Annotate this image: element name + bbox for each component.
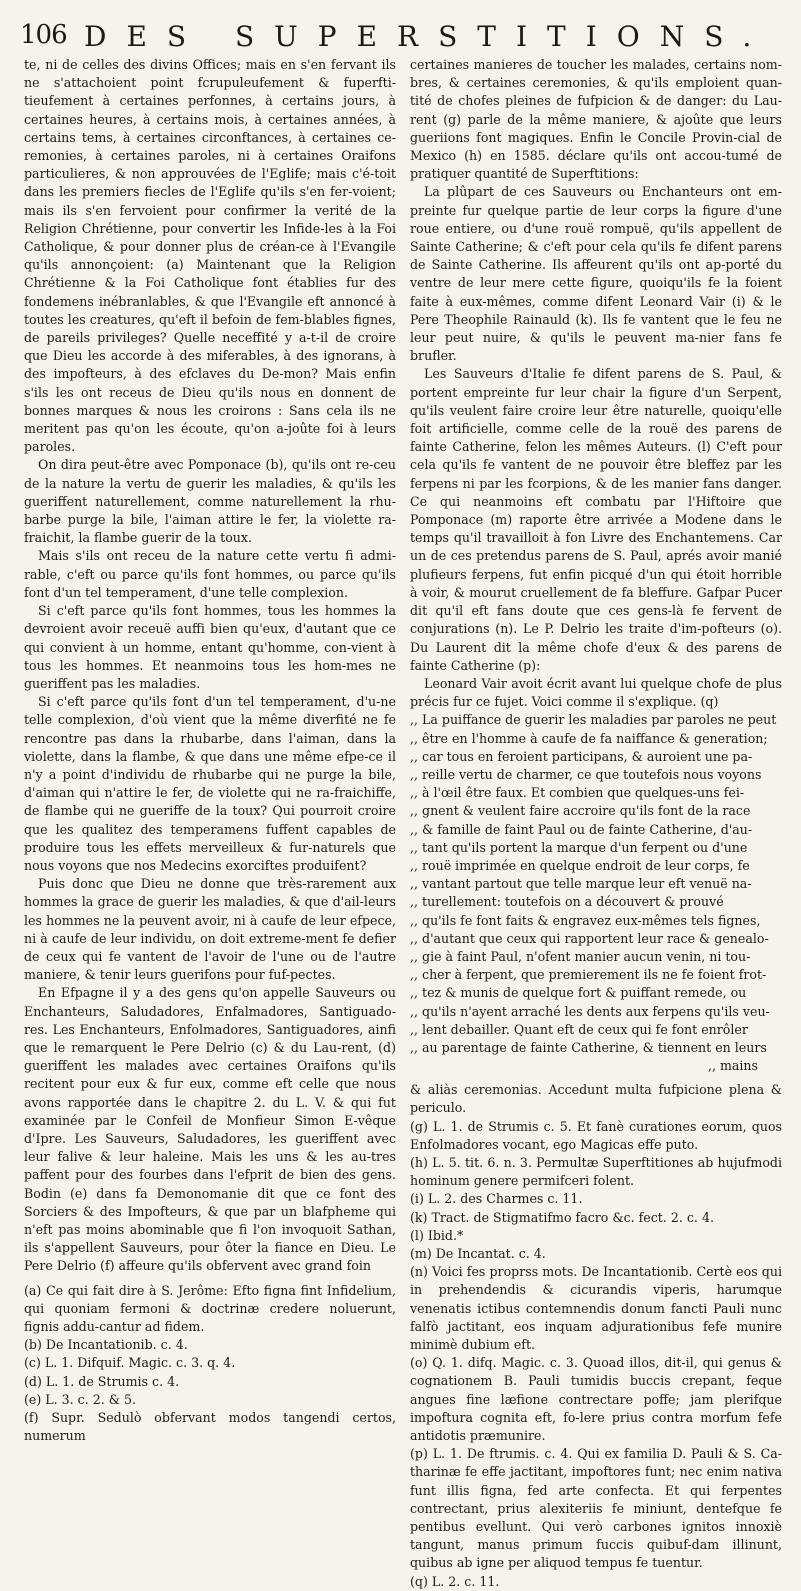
- footnote: (k) Tract. de Stigmatifmo facro &c. fect. 2. c. 4.: [410, 1209, 714, 1225]
- quote-line: ,, lent debailler. Quant eft de ceux qui fe font enrôler: [410, 1021, 748, 1037]
- quote-line: ,, La puiffance de guerir les maladies par paroles ne peut: [410, 712, 777, 728]
- quotation-block: [410, 711, 782, 1057]
- quote-line: ,, vantant partout que telle marque leur eft venuë na-: [410, 876, 752, 892]
- right-column: [410, 56, 782, 1591]
- quote-line: ,, turellement: toutefois on a découvert & prouvé: [410, 894, 724, 910]
- paragraph: La plûpart de ces Sauveurs ou Enchanteurs ont em-preinte fur quelque partie de leur corps la figure d'une roue entiere, ou d'une rouë rompuë, qu'ils appellent de Sainte Catherine; & c'eft pour cela qu'ils fe difent parens de Sainte Catherine. Ils affeurent qu'ils ont ap-porté du ventre de leur mere cette figure, quoiqu'ils fe la foient faite à eux-mêmes, comme difent Leonard Vair (i) & le Pere Theophile Rainauld (k). Ils fe vantent que le feu ne leur peut nuire, & qu'ils le peuvent ma-nier fans fe brufler.: [410, 184, 782, 364]
- footnote: (o) Q. 1. difq. Magic. c. 3. Quoad illos, dit-il, qui genus & cognationem B. Pauli tumidis buccis crepant, feque angues fine læfione contrectare poffe; jam plerifque impoftura cognita eft, fo-lere prius contra morfum fefe antidotis præmunire.: [410, 1355, 782, 1444]
- paragraph: Mais s'ils ont receu de la nature cette vertu fi admi-rable, c'eft ou parce qu'ils font hommes, ou parce qu'ils font d'un tel temperament, d'une telle complexion.: [24, 548, 396, 600]
- paragraph: Si c'eft parce qu'ils font d'un tel temperament, d'u-ne telle complexion, d'où vient que la même diverfité ne fe rencontre pas dans la rhubarbe, dans l'aiman, dans la violette, dans la flambe, & que dans une même efpe-ce il n'y a point d'individu de rhubarbe qui ne purge la bile, d'aiman qui n'attire le fer, de violette qui ne ra-fraichiffe, de flambe qui ne gueriffe de la toux? Qui pourroit croire que les qualitez des temperamens fuffent capables de produire tous les effets merveilleux & fur-naturels que nous voyons que nos Medecins exorciftes produifent?: [24, 694, 396, 873]
- footnotes-left: [24, 1282, 396, 1446]
- paragraph: On dira peut-être avec Pomponace (b), qu'ils ont re-ceu de la nature la vertu de guerir les maladies, & qu'ils les gueriffent naturellement, comme naturellement la rhu-barbe purge la bile, l'aiman attire le fer, la violette ra-fraichit, la flambe guerir de la toux.: [24, 457, 396, 546]
- quote-line: ,, gie à faint Paul, n'ofent manier aucun venin, ni tou-: [410, 948, 751, 964]
- footnote: (l) Ibid.*: [410, 1227, 464, 1243]
- paragraph: Puis donc que Dieu ne donne que très-rarement aux hommes la grace de guerir les maladies, & que d'ail-leurs les hommes ne la peuvent avoir, ni à caufe de leur efpece, ni à caufe de leur individu, on doit extreme-ment fe defier de ceux qui fe vantent de l'avoir de l'une ou de l'autre maniere, & tenir leurs guerifons pour fuf-pectes.: [24, 876, 396, 983]
- paragraph: En Efpagne il y a des gens qu'on appelle Sauveurs ou Enchanteurs, Saludadores, Enfalmadores, Santiguado-res. Les Enchanteurs, Enfolmadores, Santiguadores, ainfi que le remarquent le Pere Delrio (c) & du Lau-rent, (d) gueriffent les malades avec certaines Oraifons qu'ils recitent pour eux & fur eux, comme eft celle que nous avons rapportée dans le chapitre 2. du L. V. & qui fut examinée par le Confeil de Monfieur Simon E-vêque d'Ipre. Les Sauveurs, Saludadores, les gueriffent avec leur falive & leur haleine. Mais les uns & les au-tres paffent pour des fourbes dans l'efprit de bien des gens. Bodin (e) dans fa Demonomanie dit que ce font des Sorciers & des Impofteurs, & que par un blafpheme qui n'eft pas moins abominable que fi l'on invoquoit Sathan, ils s'appellent Sauveurs, pour ôter la fiance en Dieu. Le Pere Delrio (f) affeure qu'ils obfervent avec grand foin: [24, 985, 396, 1274]
- footnote: (p) L. 1. De ftrumis. c. 4. Qui ex familia D. Pauli & S. Ca-tharinæ fe effe jactitant, impoftores funt; nec enim nativa funt illis figna, fed arte confecta. Et qui ferpentes contrectant, prius alexiteriis fe miniunt, dentefque fe pentibus evellunt. Qui verò carbones ignitos innoxiè tangunt, manus primum fuccis quibuf-dam illinunt, quibus ab igne per aliquod tempus fe tuentur.: [410, 1446, 782, 1571]
- quote-line: ,, tez & munis de quelque fort & puiffant remede, ou: [410, 985, 747, 1001]
- footnote: (i) L. 2. des Charmes c. 11.: [410, 1191, 583, 1207]
- quote-line: ,, cher à ferpent, que premierement ils ne fe foient frot-: [410, 967, 767, 983]
- running-title: DES SUPERSTITIONS.: [84, 20, 772, 53]
- footnote: (q) L. 2. c. 11.: [410, 1573, 500, 1589]
- quote-line: ,, car tous en feroient participans, & auroient une pa-: [410, 748, 753, 764]
- quote-line: ,, d'autant que ceux qui rapportent leur race & genealo-: [410, 930, 769, 946]
- quote-line: ,, tant qu'ils portent la marque d'un ferpent ou d'une: [410, 839, 748, 855]
- quote-line: ,, reille vertu de charmer, ce que toutefois nous voyons: [410, 766, 762, 782]
- footnotes-right: [410, 1081, 782, 1591]
- catchword: ,, mains: [707, 1058, 758, 1074]
- paragraph: Les Sauveurs d'Italie fe difent parens de S. Paul, & portent empreinte fur leur chair la figure d'un Serpent, qu'ils veulent faire croire leur être naturelle, quoiqu'elle foit artificielle, comme celle de la rouë des parens de fainte Catherine, felon les mêmes Auteurs. (l) C'eft pour cela qu'ils fe vantent de ne pouvoir être bleffez par les ferpens ni par les fcorpions, & de les manier fans danger. Ce qui neanmoins eft combatu par l'Hiftoire que Pomponace (m) raporte être arrivée a Modene dans le temps qu'il travailloit à fon Livre des Enchantemens. Car un de ces pretendus parens de S. Paul, aprés avoir manié plufieurs ferpens, fut enfin picqué d'un qui étoit horrible à voir, & mourut cruellement de fa bleffure. Gafpar Pucer dit qu'il eft fans doute que ces gens-là fe fervent de conjurations (n). Le P. Delrio les traite d'im-pofteurs (o). Du Laurent dit la même chofe d'eux & des parens de fainte Catherine (p):: [410, 366, 782, 673]
- quote-line: ,, rouë imprimée en quelque endroit de leur corps, fe: [410, 857, 750, 873]
- quote-line: ,, être en l'homme à caufe de fa naiffance & generation;: [410, 730, 768, 746]
- footnote: (h) L. 5. tit. 6. n. 3. Permultæ Superftitiones ab hujufmodi hominum genere permifceri folent.: [410, 1154, 782, 1189]
- page-number: 106: [20, 20, 67, 50]
- quote-line: ,, gnent & veulent faire accroire qu'ils font de la race: [410, 803, 751, 819]
- footnote: (m) De Incantat. c. 4.: [410, 1246, 546, 1261]
- footnote: (d) L. 1. de Strumis c. 4.: [24, 1373, 180, 1389]
- paragraph: te, ni de celles des divins Offices; mais en s'en fervant ils ne s'attachoient point fcrupuleufement & fuperfti-tieufement à certaines perfonnes, à certains jours, à certaines heures, à certains mois, à certaines années, à certains tems, à certaines circonftances, à certaines ce-remonies, à certaines paroles, ni à certaines Oraifons particulieres, & non approuvées de l'Eglife; mais c'é-toit dans les premiers fiecles de l'Eglife qu'ils s'en fer-voient; mais ils s'en fervoient pour confirmer la verité de la Religion Chrétienne, pour convertir les Infide-les à la Foi Catholique, & pour donner plus de créan-ce à l'Evangile qu'ils annonçoient: (a) Maintenant que la Religion Chrétienne & la Foi Catholique font établies fur des fondemens inébranlables, & que l'Evangile eft annoncé à toutes les creatures, qu'eft il befoin de fem-blables fignes, de pareils privileges? Quelle neceffité y a-t-il de croire que Dieu les accorde à des miferables, à des ignorans, à des impofteurs, à des efclaves du De-mon? Mais enfin s'ils les ont receus de Dieu qu'ils nous en donnent de bonnes marques & nous les croirons : Sans cela ils ne meritent pas qu'on les écoute, qu'on a-joûte foi à leurs paroles.: [24, 57, 396, 455]
- left-column: [24, 56, 396, 1445]
- quote-line: ,, qu'ils fe font faits & engravez eux-mêmes tels fignes,: [410, 912, 761, 928]
- footnote: & aliàs ceremonias. Accedunt multa fufpicione plena & periculo.: [410, 1082, 782, 1116]
- footnote: (g) L. 1. de Strumis c. 5. Et fanè curationes eorum, quos Enfolmadores vocant, ego Magicas effe puto.: [410, 1118, 782, 1152]
- quote-line: ,, au parentage de fainte Catherine, & tiennent en leurs: [410, 1039, 767, 1055]
- footnote: (c) L. 1. Difquif. Magic. c. 3. q. 4.: [24, 1355, 236, 1371]
- quote-line: ,, & famille de faint Paul ou de fainte Catherine, d'au-: [410, 821, 753, 837]
- footnote: (e) L. 3. c. 2. & 5.: [24, 1391, 136, 1407]
- paragraph: Leonard Vair avoit écrit avant lui quelque chofe de plus précis fur ce fujet. Voici comme il s'explique. (q): [410, 675, 782, 710]
- footnote: (n) Voici fes proprss mots. De Incantationib. Certè eos qui in prehendendis & cicurandis viperis, harumque venenatis ictibus contemnendis donum fancti Pauli nunc falfò jactitant, eos inquam adjurationibus fefe munire minimè dubium eft.: [410, 1264, 782, 1353]
- paragraph: certaines manieres de toucher les malades, certains nom-bres, & certaines ceremonies, & qu'ils emploient quan-tité de chofes pleines de fufpicion & de danger: du Lau-rent (g) parle de la même maniere, & ajoûte que leurs gueriions font magiques. Enfin le Concile Provin-cial de Mexico (h) en 1585. déclare qu'ils ont accou-tumé de pratiquer quantité de Superftitions:: [410, 57, 782, 182]
- quote-line: ,, à l'œil être faux. Et combien que quelques-uns fei-: [410, 785, 745, 801]
- paragraph: Si c'eft parce qu'ils font hommes, tous les hommes la devroient avoir receuë auffi bien qu'eux, d'autant que ce qui convient à un homme, entant qu'homme, con-vient à tous les hommes. Et neanmoins tous les hom-mes ne gueriffent pas les maladies.: [24, 603, 396, 691]
- page-header: [20, 20, 790, 60]
- quote-line: ,, qu'ils n'ayent arraché les dents aux ferpens qu'ils veu-: [410, 1003, 770, 1019]
- footnote: (f) Supr. Sedulò obfervant modos tangendi certos, numerum: [24, 1410, 396, 1444]
- footnote: (a) Ce qui fait dire à S. Jerôme: Efto figna fint Infidelium, qui quoniam fermoni & doctrinæ credere noluerunt, fignis addu-cantur ad fidem.: [24, 1282, 396, 1335]
- footnote: (b) De Incantationib. c. 4.: [24, 1337, 188, 1353]
